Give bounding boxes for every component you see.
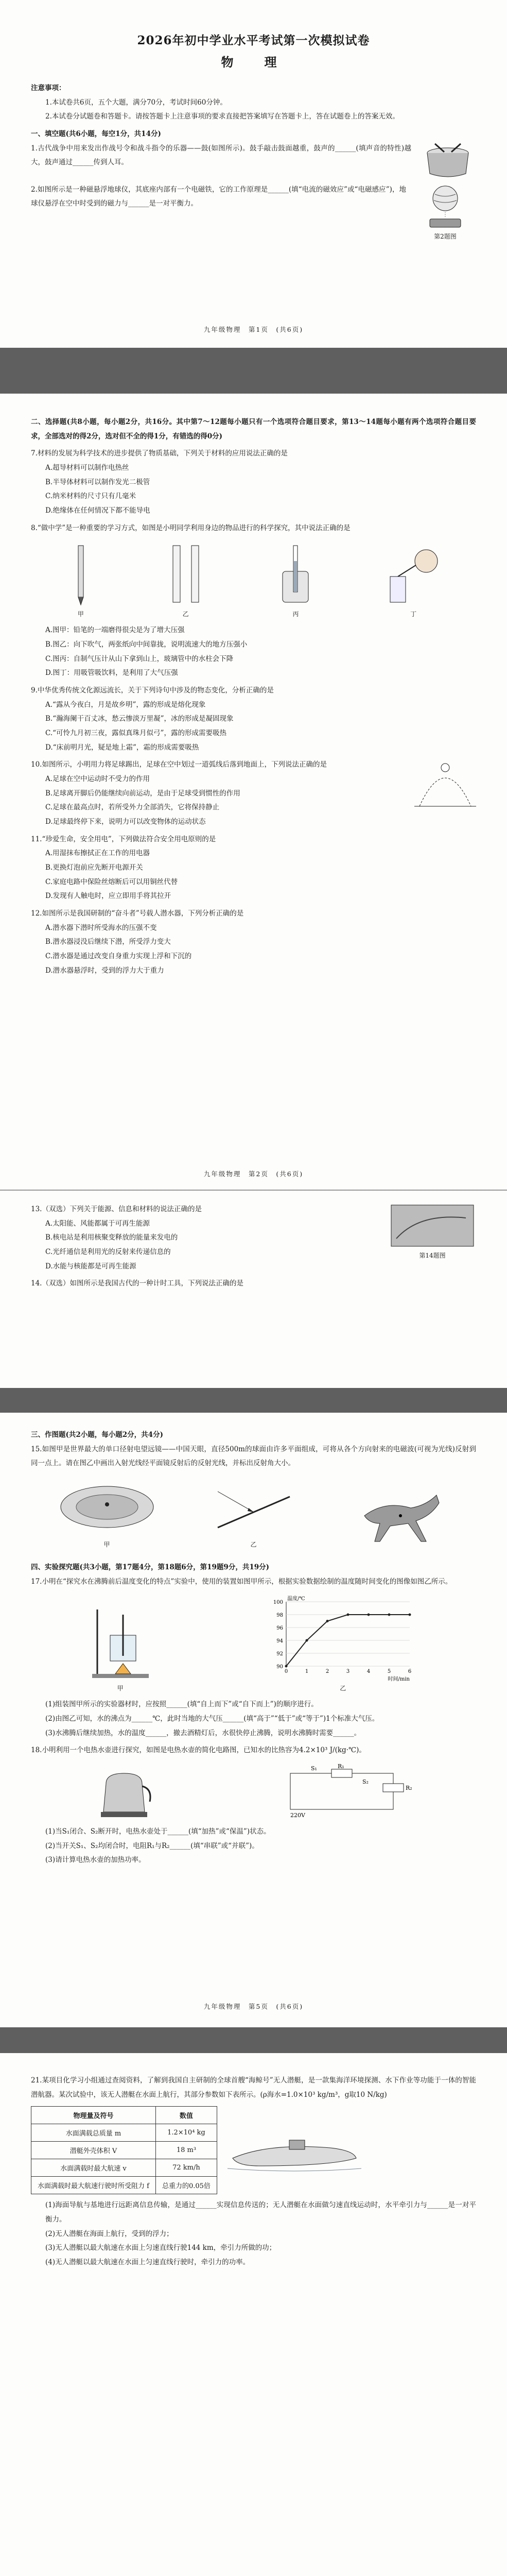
page-6: [0, 2053, 507, 2576]
page-footer: 九年级物理 第2页 (共6页): [203, 1170, 304, 1178]
option: C.“可怜九月初三夜，露似真珠月似弓”，露的形成需要吸热: [45, 729, 226, 738]
figure-ding: 丁: [385, 540, 442, 618]
drum-icon: [419, 142, 476, 183]
page-1: [0, 0, 507, 348]
parameter-table: [31, 2106, 217, 2194]
page-5: [0, 1548, 507, 2027]
sub-question: (3)水沸腾后继续加热，水的温度______，撤去酒精灯后，水很快停止沸腾，说明水沸腾时需要______。: [45, 1728, 361, 1737]
option: B.图乙：向下吹气，两张纸向中间靠拢，说明流速大的地方压强小: [45, 640, 248, 649]
exam-subject: 物 理: [221, 55, 286, 70]
option: A.足球在空中运动时不受力的作用: [45, 775, 150, 784]
kettle-icon: [93, 1763, 155, 1820]
ancient-timer-icon: [389, 1202, 476, 1249]
bronze-horse-icon: [349, 1485, 452, 1547]
option: A.超导材料可以制作电热丝: [45, 464, 129, 472]
figure-jia: 甲: [87, 1604, 154, 1692]
figure-yi: 90 92 94 96 98 100 0 1 2 3 4 5 6 时间/min 温度/℃ 乙: [266, 1594, 420, 1692]
drum-illustration: [419, 142, 476, 183]
figure-jia: 甲: [56, 1476, 159, 1549]
data-point: [306, 1639, 308, 1642]
circuit-resistor-2: R₂: [405, 1785, 412, 1792]
x-tick-label: 0: [285, 1669, 288, 1675]
sub-question: (3)请计算电热水壶的加热功率。: [45, 1856, 146, 1865]
temperature-time-chart: [266, 1594, 420, 1682]
option: B.更换灯泡前应先断开电源开关: [45, 863, 143, 872]
question-17: 17.小明在“探究水在沸腾前后温度变化的特点”实验中，使用的装置如图甲所示，根据实验数据绘制的温度随时间变化的图像如图乙所示。: [31, 1577, 452, 1586]
x-tick-label: 2: [326, 1669, 329, 1675]
option: C.潜水器是通过改变自身重力实现上浮和下沉的: [45, 952, 192, 961]
y-tick-label: 100: [273, 1600, 284, 1606]
table-row: 潜艇外壳体积 V 18 m³: [31, 2142, 217, 2159]
figure-yi: 乙: [165, 540, 206, 618]
data-point: [388, 1614, 391, 1616]
option: B.潜水器浸没后继续下潜，所受浮力变大: [45, 938, 171, 946]
sub-question: (1)当S₁闭合、S₂断开时，电热水壶处于______(填“加热”或“保温”)状态。: [45, 1827, 271, 1836]
x-axis-label: 时间/min: [388, 1676, 410, 1682]
divider: [0, 1190, 507, 1191]
data-point: [326, 1620, 329, 1622]
option: B.足球离开脚后仍能继续向前运动，是由于足球受到惯性的作用: [45, 789, 240, 798]
question-11: 11.“珍爱生命，安全用电”，下列做法符合安全用电原则的是: [31, 835, 216, 843]
y-tick-label: 94: [276, 1638, 284, 1645]
notes-heading: 注意事项：: [31, 84, 66, 92]
question-2: 2.如图所示是一种磁悬浮地球仪，其底座内部有一个电磁铁，它的工作原理是______(填“电流的磁效应”或“电磁感应”)，地球仪悬浮在空中时受到的磁力与______是一对平衡力。: [31, 185, 406, 208]
radio-telescope-icon: [56, 1476, 159, 1538]
section-heading: 三、作图题(共2小题，每小题2分，共4分): [31, 1431, 163, 1439]
page-footer: 九年级物理 第1页 (共6页): [203, 326, 304, 333]
data-point: [285, 1665, 288, 1668]
sub-question: (2)由图乙可知，水的沸点为______℃，此时当地的大气压______(填“高于”“低于”或“等于”)1个标准大气压。: [45, 1715, 379, 1723]
question-10: 10.如图所示，小明用力将足球踢出，足球在空中划过一道弧线后落到地面上，下列说法正确的是: [31, 760, 327, 769]
x-tick-label: 3: [346, 1669, 350, 1675]
option: C.足球在最高点时，若所受外力全部消失，它将保持静止: [45, 803, 220, 812]
option: A.潜水器下潜时所受海水的压强不变: [45, 923, 157, 932]
y-tick-label: 92: [276, 1651, 284, 1657]
sub-question: (2)无人潜艇在海面上航行，受到的浮力；: [45, 2229, 173, 2238]
table-row: 水面满载时最大航速 v 72 km/h: [31, 2159, 217, 2177]
option: B.核电站是利用核聚变释放的能量来发电的: [45, 1233, 178, 1242]
table-row: 水面满载时最大航速行驶时所受阻力 f 总重力的0.05倍: [31, 2177, 217, 2194]
table-header-row: 物理量及符号 数值: [31, 2107, 217, 2124]
x-tick-label: 6: [408, 1669, 412, 1675]
option: A.用湿抹布擦拭正在工作的用电器: [45, 849, 150, 858]
option: D.水能与核能都是可再生能源: [45, 1262, 136, 1270]
table-row: 水面满载总质量 m 1.2×10⁴ kg: [31, 2124, 217, 2142]
option: D.足球最终停下来，说明力可以改变物体的运动状态: [45, 818, 206, 826]
page-2: [0, 394, 507, 1388]
maglev-globe-icon: [414, 183, 476, 232]
q8-figures: [31, 540, 476, 618]
figure-bing: 丙: [275, 540, 316, 618]
data-point: [347, 1614, 349, 1616]
option: A.图甲：铅笔的一端磨得很尖是为了增大压强: [45, 626, 185, 635]
y-tick-label: 90: [276, 1664, 284, 1670]
option: C.纳米材料的尺寸只有几毫米: [45, 492, 136, 501]
question-8: 8.“做中学”是一种重要的学习方式，如图是小明同学利用身边的物品进行的科学探究，其中说法正确的是: [31, 523, 351, 532]
note-item: 1.本试卷共6页，五个大题，满分70分，考试时间60分钟。: [45, 98, 227, 107]
sub-question: (1)海面导航与基地进行远距离信息传输，是通过______实现信息传送的；无人潜艇在水面做匀速直线运动时，水平牵引力与______是一对平衡力。: [45, 2201, 476, 2224]
globe-illustration: [414, 183, 476, 241]
question-21: 21.某项目化学习小组通过查阅资料，了解到我国自主研制的全球首艘“海鲸号”无人潜艇，是一款集海洋环境探测、水下作业等功能于一体的智能潜航器。某次试验中，该无人潜艇在水面上航行，其部分参数如下表所示。(ρ海水=1.0×10³ kg/m³，g取10 N/kg): [31, 2076, 476, 2099]
option: A.“露从今夜白，月是故乡明”，露的形成是熔化现象: [45, 700, 206, 709]
question-18: 18.小明利用一个电热水壶进行探究，如图是电热水壶的简化电路图，已知水的比热容为4.2×10³ J/(kg·℃)。: [31, 1746, 366, 1755]
question-7: 7.材料的发展为科学技术的进步提供了物质基础，下列关于材料的应用说法正确的是: [31, 449, 288, 458]
mirror-ray-icon: [207, 1476, 300, 1538]
data-point: [368, 1614, 370, 1616]
option: D.“床前明月光，疑是地上霜”，霜的形成需要吸热: [45, 743, 199, 752]
note-item: 2.本试卷分试题卷和答题卡。请按答题卡上注意事项的要求直接把答案填写在答题卡上，答在试题卷上的答案无效。: [45, 112, 399, 121]
question-13: 13.（双选）下列关于能源、信息和材料的说法正确的是: [31, 1205, 202, 1213]
option: D.绝缘体在任何情况下都不能导电: [45, 506, 150, 515]
option: A.太阳能、风能都属于可再生能源: [45, 1219, 150, 1228]
data-point: [409, 1614, 411, 1616]
option: C.光纤通信是利用光的反射来传递信息的: [45, 1248, 171, 1257]
circuit-switch-2: S₂: [362, 1778, 369, 1786]
figure-horse: [349, 1485, 452, 1549]
boiling-apparatus-icon: [87, 1604, 154, 1682]
option: D.潜水器悬浮时，受到的浮力大于重力: [45, 966, 164, 975]
pencil-icon: [65, 540, 96, 607]
figure-jia: 甲: [65, 540, 96, 618]
section-heading: 一、填空题(共6小题，每空1分，共14分): [31, 130, 161, 139]
option: C.图丙：自制气压计从山下拿到山上，玻璃管中的水柱会下降: [45, 654, 234, 663]
y-tick-label: 98: [276, 1613, 284, 1619]
page-footer: 九年级物理 第5页 (共6页): [203, 2003, 304, 2010]
figure-label: 第14题图: [419, 1252, 446, 1259]
figure-label: 第2题图: [434, 232, 457, 240]
question-14: 14.（双选）如图所示是我国古代的一种计时工具，下列说法正确的是: [31, 1279, 243, 1288]
question-15: 15.如图甲是世界最大的单口径射电望远镜——中国天眼，直径500m的球面由许多平面组成，可将从各个方向射来的电磁波(可视为光线)反射到同一点上。请在图乙中画出入射光线经平面镜反射后的反射光线，并标出反射角大小。: [31, 1445, 476, 1468]
circuit-diagram: [280, 1763, 414, 1820]
sub-question: (3)无人潜艇以最大航速在水面上匀速直线行驶144 km，牵引力所做的功；: [45, 2244, 276, 2252]
question-12: 12.如图所示是我国研制的“奋斗者”号载人潜水器，下列分析正确的是: [31, 909, 244, 918]
x-tick-label: 5: [388, 1669, 391, 1675]
barometer-icon: [275, 540, 316, 607]
section-heading: 二、选择题(共8小题，每小题2分，共16分。其中第7～12题每小题只有一个选项符合题目要求，第13～14题每小题有两个选项符合题目要求，全部选对的得2分，选对但不全的得1分，有错选的得0分): [31, 418, 476, 440]
unmanned-submarine-icon: [228, 2122, 361, 2179]
paper-icon: [165, 540, 206, 607]
q18-figures: [31, 1763, 476, 1820]
sub-question: (1)组装图甲所示的实验器材时，应按照______(填“自上而下”或“自下而上”)的顺序进行。: [45, 1700, 318, 1709]
question-9: 9.中华优秀传统文化源远流长，关于下列诗句中涉及的物态变化，分析正确的是: [31, 686, 274, 695]
figure-yi: 乙: [207, 1476, 300, 1549]
q15-figures: [31, 1476, 476, 1549]
option: D.图丁：用吸管吸饮料，是利用了大气压强: [45, 669, 178, 677]
sub-question: (2)当开关S₁、S₂均闭合时，电阻R₁与R₂______(填“串联”或“并联”)。: [45, 1841, 259, 1850]
straw-icon: [385, 540, 442, 607]
option: B.半导体材料可以制作发光二极管: [45, 478, 150, 486]
circuit-resistor-1: R₁: [337, 1763, 344, 1770]
y-axis-label: 温度/℃: [287, 1596, 305, 1602]
q17-figures: [31, 1594, 476, 1692]
option: C.家庭电路中保险丝熔断后可以用铜丝代替: [45, 877, 178, 886]
circuit-voltage: 220V: [290, 1812, 305, 1819]
circuit-switch-1: S₁: [310, 1765, 317, 1772]
x-tick-label: 4: [367, 1669, 371, 1675]
x-tick-label: 1: [305, 1669, 309, 1675]
option: B.“瀚海阑干百丈冰，愁云惨淡万里凝”，冰的形成是凝固现象: [45, 715, 234, 723]
question-1: 1.古代战争中用来发出作战号令和战斗指令的乐器——鼓(如图所示)。鼓手敲击鼓面越重，鼓声的______(填声音的特性)越大，鼓声通过______传到人耳。: [31, 144, 411, 167]
y-tick-label: 96: [276, 1625, 284, 1632]
exam-title: 2026年初中学业水平考试第一次模拟试卷: [137, 33, 370, 47]
section-heading: 四、实验探究题(共3小题，第17题4分，第18题6分，第19题9分，共19分): [31, 1563, 269, 1571]
option: D.发现有人触电时，应立即用手将其拉开: [45, 892, 171, 901]
football-trajectory-icon: [414, 755, 476, 811]
sub-question: (4)无人潜艇以最大航速在水面上匀速直线行驶时，牵引力的功率。: [45, 2258, 250, 2267]
